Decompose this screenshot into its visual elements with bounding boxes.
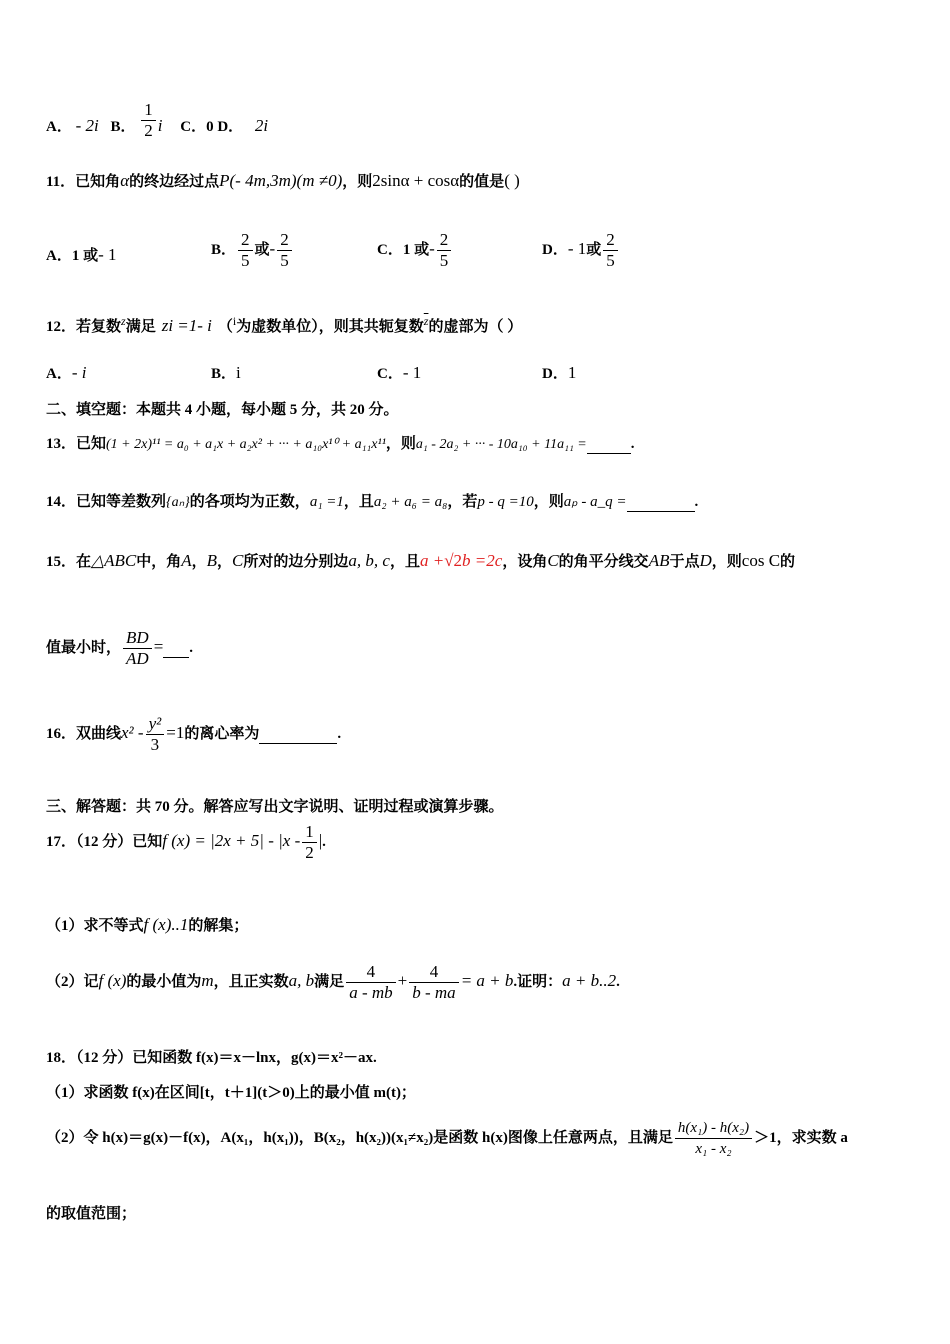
q12-option-b: B．i xyxy=(211,363,241,382)
section-3-heading: 三、解答题：共 70 分。解答应写出文字说明、证明过程或演算步骤。 xyxy=(46,799,504,815)
q11-point: P(- 4m,3m)(m ≠0) xyxy=(219,171,343,190)
q14: 14．已知等差数列{aₙ}的各项均为正数，a₁ =1，且a₂ + a₆ = a₈，若p - q =10，则aₚ - a_q = . xyxy=(46,494,699,510)
q10-a-label: A． xyxy=(46,118,72,135)
q11-paren: ( ) xyxy=(504,171,520,190)
q15-line2: 值最小时， $\frac{BD}{AD}$ = . xyxy=(46,628,194,668)
q11-alpha: α xyxy=(120,171,130,190)
q10-options xyxy=(46,100,269,141)
q11-number: 11．已知角 xyxy=(46,174,121,190)
q11-option-d: D．- 1或 $\frac{2}{5}$ xyxy=(542,230,620,271)
q11-stem xyxy=(46,170,520,191)
q18-part2-cont: 的取值范围； xyxy=(46,1206,137,1222)
q10-b-fraction: $\frac{1}{2}$ xyxy=(141,100,156,141)
q10-c: C．0 xyxy=(180,118,214,135)
q11-text2: ，则 xyxy=(342,174,373,190)
q11-expression: 2sinα + cosα xyxy=(372,171,460,190)
q11-option-a: A．1 或- 1 xyxy=(46,245,117,264)
q12-option-a: A．- i xyxy=(46,363,87,382)
q11-text3: 的值是 xyxy=(459,174,505,190)
q11-text1: 的终边经过点 xyxy=(129,174,220,190)
q10-d-label: D． xyxy=(217,118,244,135)
q18-part2: （2）令 h(x)＝g(x)－f(x)，A(x₁，h(x₁))，B(x₂，h(x₂))(x₁≠x₂)是函数 h(x)图像上任意两点，且满足 $\frac{\text{h(x₁) - h(x₂)}}{\text{x₁ - x₂}}$ ＞1，求实数 a xyxy=(46,1120,848,1157)
q12-option-d: D．1 xyxy=(542,363,577,382)
section-2-heading: 二、填空题：本题共 4 小题，每小题 5 分，共 20 分。 xyxy=(46,402,399,418)
q15-line1: 15．在△ABC中，角A，B，C所对的边分别边a, b, c，且a +√2b =2c，设角C的角平分线交AB于点D，则cos C的 xyxy=(46,551,796,570)
q12-option-c: C．- 1 xyxy=(377,363,422,382)
q17-part1: （1）求不等式f (x)..1的解集； xyxy=(46,915,249,934)
q18-part1: （1）求函数 f(x)在区间[t，t＋1](t＞0)上的最小值 m(t)； xyxy=(46,1085,416,1101)
q10-b-label: B． xyxy=(110,118,136,135)
q11-option-b: B． $\frac{2}{5}$ 或- $\frac{2}{5}$ xyxy=(211,230,294,271)
q10-d-value: 2i xyxy=(254,115,269,135)
q12-stem: 12．若复数$^z$满足 zi =1- i （$^i$为虚数单位），则其共轭复数$^{\overline{z}}$的虚部为（ ） xyxy=(46,314,523,335)
q11-option-c: C．1 或- $\frac{2}{5}$ xyxy=(377,230,453,271)
q10-a-value: - 2i xyxy=(75,115,99,135)
q13: 13．已知(1 + 2x)¹¹ = a₀ + a₁x + a₂x² + ··· + a₁₀x¹⁰ + a₁₁x¹¹，则a₁ - 2a₂ + ··· - 10a₁₀ + 11a₁₁ = . xyxy=(46,436,635,452)
q18-stem: 18．（12 分）已知函数 f(x)＝x－lnx，g(x)＝x²－ax. xyxy=(46,1050,377,1066)
q10-b-tail: i xyxy=(157,115,163,135)
q17: 17．（12 分）已知f (x) = |2x + 5| - |x - $\frac{1}{2}$ |. xyxy=(46,822,326,862)
q16: 16．双曲线x² - $\frac{\text{y²}}{3}$ =1的离心率为 . xyxy=(46,714,342,754)
q17-part2: （2）记f (x)的最小值为m，且正实数a, b满足 $\frac{4}{a - mb}$ + $\frac{4}{b - ma}$ = a + b.证明：a + b..2. xyxy=(46,962,620,1002)
